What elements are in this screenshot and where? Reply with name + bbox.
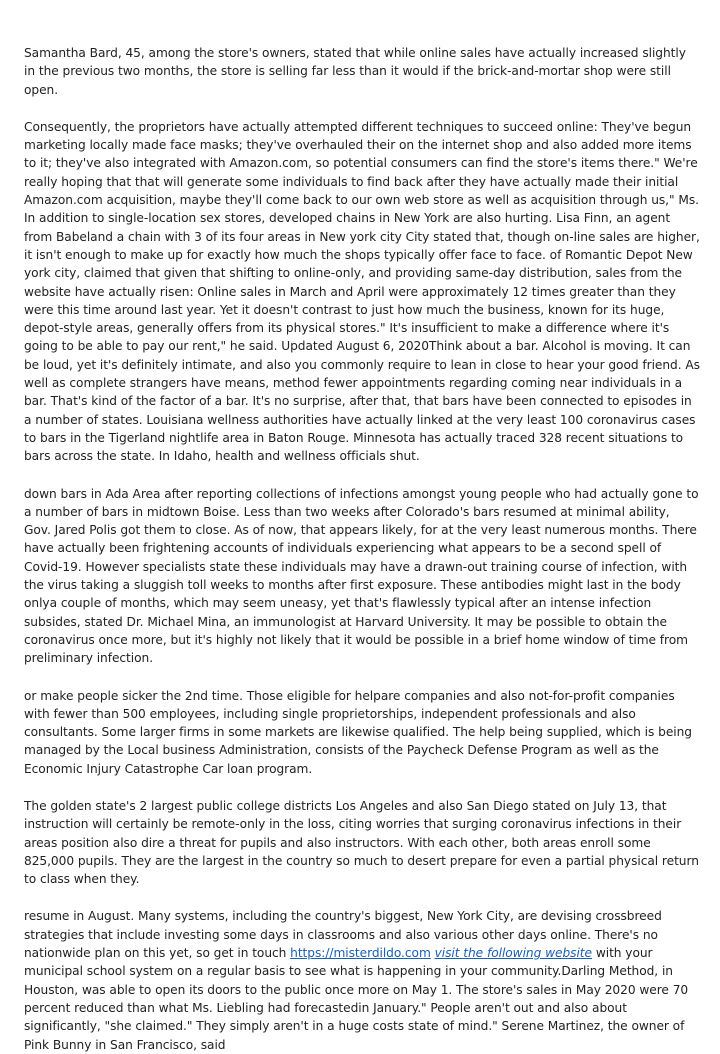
paragraph-6: [24, 907, 700, 1053]
paragraph-1: Samantha Bard, 45, among the store's owners, stated that while online sales have actually increased slightly in the previous two months, the store is selling far less than it would if the brick-and-mortar shop were still open.: [24, 46, 686, 97]
paragraph-5: The golden state's 2 largest public college districts Los Angeles and also San Diego stated on July 13, that instruction will certainly be remote-only in the loss, citing worries that surging coronavirus infections in their areas position also dire a threat for pupils and also instructors. With each other, both areas enroll some 825,000 pupils. They are the largest in the country so much to desert prepare for even a partial physical return to class when they.: [24, 798, 699, 887]
paragraph-3: down bars in Ada Area after reporting collections of infections amongst young people who had actually gone to a number of bars in midtown Boise. Less than two weeks after Colorado's bars resumed at minimal ability, Gov. Jared Polis got them to close. As of now, that appears likely, for at the very least numerous months. There have actually been frightening accounts of individuals experiencing what appears to be a second spell of Covid-19. However specialists state these individuals may have a drawn-out training course of infection, with the virus taking a sluggish toll weeks to months after first exposure. These antibodies might last in the body onlya couple of months, which may seem uneasy, yet that's flawlessly typical after an intense infection subsides, stated Dr. Michael Mina, an immunologist at Harvard University. It may be possible to obtain the coronavirus once more, but it's highly not likely that it would be possible in a brief home window of time from preliminary infection.: [24, 486, 699, 666]
paragraph-6-text-before-link: resume in August. Many systems, including the country's biggest, New York City, are devising crossbreed strategies that include investing some days in classrooms and also various other days online. There's no nationwide plan on this yet, so get in touch: [24, 909, 662, 961]
misterdildo-url-link[interactable]: https://misterdildo.com: [290, 946, 431, 961]
paragraph-2: Consequently, the proprietors have actually attempted different techniques to succeed online: They've begun marketing locally made face masks; they've overhauled their on the internet shop and also added more items to it; they've also integrated with Amazon.com, so potential consumers can find the store's items there." We're really hoping that that will generate some individuals to find back after they have actually made their initial Amazon.com acquisition, maybe they'll come back to our own web store as well as acquisition through us," Ms. In addition to single-location sex stores, developed chains in New York are also hurting. Lisa Finn, an agent from Babeland a chain with 3 of its four areas in New york city City stated that, though on-line sales are higher, it isn't enough to make up for exactly how much the shops typically offer face to face. of Romantic Depot New york city, claimed that given that shifting to online-only, and providing same-day distribution, sales from the website have actually risen: Online sales in March and April were approximately 12 times greater than they were this time around last year. Yet it doesn't contrast to just how much the business, known for its huge, depot-style areas, generally offers from its physical stores." It's insufficient to make a difference where it's going to be able to pay our rent," he said. Updated August 6, 2020Think about a bar. Alcohol is moving. It can be loud, yet it's definitely intimate, and also you commonly require to lean in close to hear your good friend. As well as complete strangers have means, method fewer appointments regarding coming near individuals in a bar. That's kind of the factor of a bar. It's no surprise, after that, that bars have been connected to episodes in a number of states. Louisiana wellness authorities have actually linked at the very least 100 coronavirus cases to bars in the Tigerland nightlife area in Baton Rouge. Minnesota has actually traced 328 recent situations to bars across the state. In Idaho, health and wellness officials shut.: [24, 119, 700, 464]
paragraph-6-text-after-link: with your municipal school system on a regular basis to see what is happening in your community.Darling Method, in Houston, was able to open its doors to the public once more on May 1. The store's sales in May 2020 were 70 percent reduced than what Ms. Liebling had forecastedin January." People aren't out and also about significantly, "she claimed." They simply aren't in a huge costs state of mind." Serene Martinez, the owner of Pink Bunny in San Francisco, said: [24, 946, 689, 1052]
visit-website-link[interactable]: visit the following website: [434, 946, 592, 961]
paragraph-4: or make people sicker the 2nd time. Those eligible for helpare companies and also not-for-profit companies with fewer than 500 employees, including single proprietorships, independent professionals and also consultants. Some larger firms in some markets are likewise qualified. The help being supplied, which is being managed by the Local business Administration, consists of the Paycheck Defense Program as well as the Economic Injury Catastrophe Car loan program.: [24, 688, 692, 776]
